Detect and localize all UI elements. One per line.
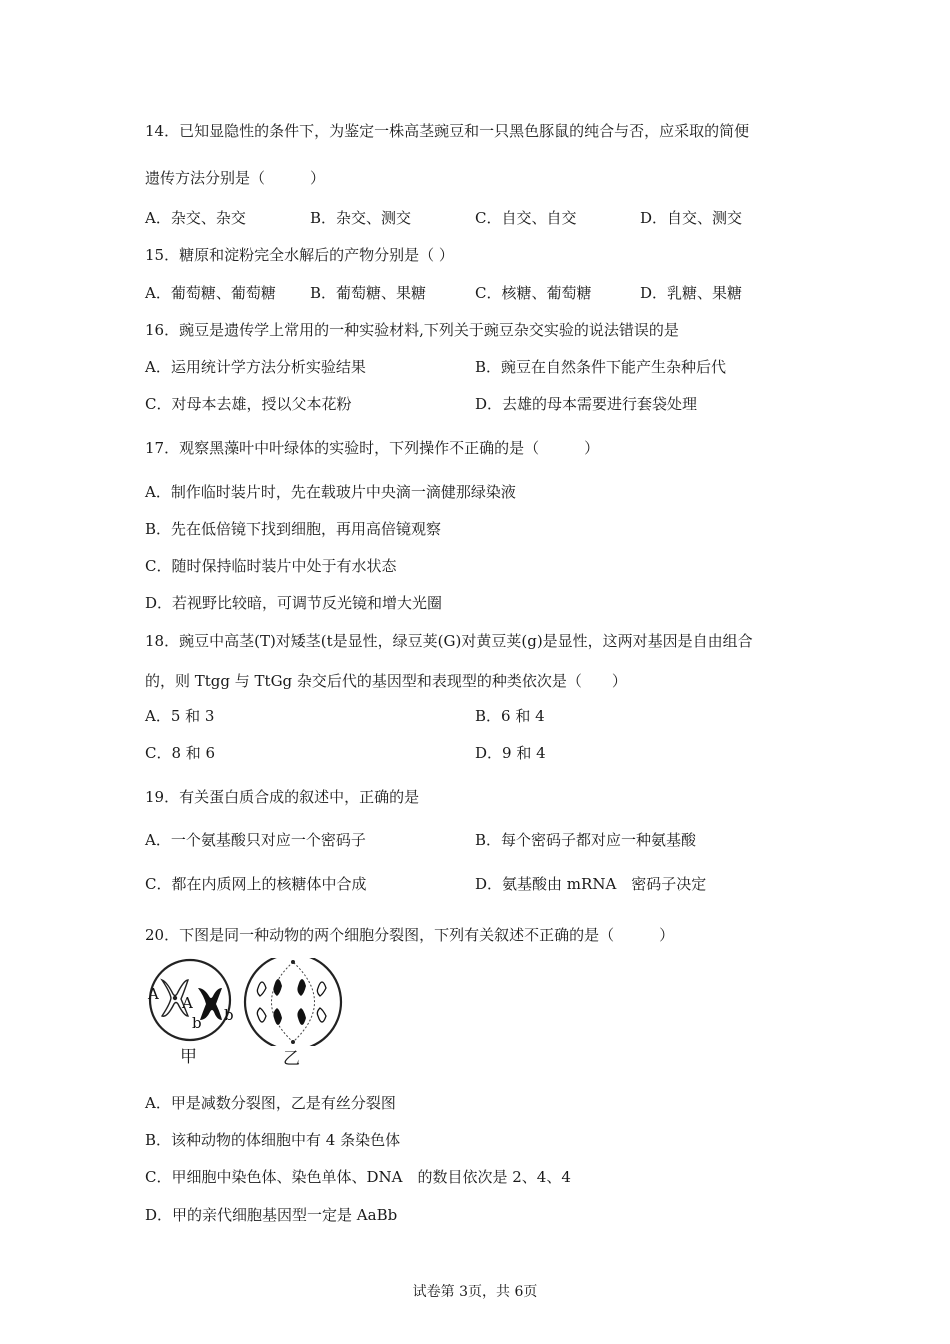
figure-label-jia: 甲 bbox=[180, 1047, 197, 1067]
label-A-left: A bbox=[148, 985, 159, 1003]
q20-option-c: C．甲细胞中染色体、染色单体、DNA 的数目依次是 2、4、4 bbox=[145, 1168, 571, 1186]
q14-stem-line2: 遗传方法分别是（ ） bbox=[145, 169, 326, 187]
q18-option-c: C．8 和 6 bbox=[145, 744, 216, 762]
cell-division-figure bbox=[140, 958, 360, 1069]
q18-option-d: D．9 和 4 bbox=[475, 744, 546, 762]
q17-option-b: B．先在低倍镜下找到细胞，再用高倍镜观察 bbox=[145, 520, 442, 538]
q16-option-d: D．去雄的母本需要进行套袋处理 bbox=[475, 395, 698, 413]
label-b-right: b bbox=[224, 1006, 234, 1024]
q16-stem: 16．豌豆是遗传学上常用的一种实验材料,下列关于豌豆杂交实验的说法错误的是 bbox=[145, 321, 679, 339]
spindle bbox=[272, 962, 315, 1042]
figure-label-yi: 乙 bbox=[283, 1049, 300, 1069]
q17-option-c: C．随时保持临时装片中处于有水状态 bbox=[145, 557, 397, 575]
centromere-dot bbox=[173, 996, 177, 1000]
q14-option-d: D．自交、测交 bbox=[640, 209, 743, 227]
q14-stem-line1: 14．已知显隐性的条件下，为鉴定一株高茎豌豆和一只黑色豚鼠的纯合与否，应采取的简便 bbox=[145, 122, 750, 140]
label-A-center: A bbox=[182, 994, 193, 1012]
q19-option-d: D．氨基酸由 mRNA 密码子决定 bbox=[475, 875, 707, 893]
cell-division-svg bbox=[140, 958, 360, 1046]
q15-stem: 15．糖原和淀粉完全水解后的产物分别是（ ） bbox=[145, 246, 454, 264]
q17-option-d: D．若视野比较暗，可调节反光镜和增大光圈 bbox=[145, 594, 443, 612]
q14-option-b: B．杂交、测交 bbox=[310, 209, 412, 227]
cell-yi-outline bbox=[245, 958, 341, 1046]
q20-option-b: B．该种动物的体细胞中有 4 条染色体 bbox=[145, 1131, 401, 1149]
q14-option-a: A．杂交、杂交 bbox=[145, 209, 246, 227]
q16-option-b: B．豌豆在自然条件下能产生杂种后代 bbox=[475, 358, 727, 376]
q17-stem: 17．观察黑藻叶中叶绿体的实验时，下列操作不正确的是（ ） bbox=[145, 439, 600, 457]
page-footer: 试卷第 3页，共 6页 bbox=[412, 1284, 538, 1300]
label-b-left: b bbox=[192, 1014, 202, 1032]
q18-option-b: B．6 和 4 bbox=[475, 707, 545, 725]
q20-stem: 20．下图是同一种动物的两个细胞分裂图，下列有关叙述不正确的是（ ） bbox=[145, 926, 675, 944]
q16-option-c: C．对母本去雄，授以父本花粉 bbox=[145, 395, 352, 413]
q15-option-d: D．乳糖、果糖 bbox=[640, 284, 743, 302]
chromosomes-upper bbox=[257, 979, 326, 996]
q16-option-a: A．运用统计学方法分析实验结果 bbox=[145, 358, 366, 376]
q19-option-c: C．都在内质网上的核糖体中合成 bbox=[145, 875, 367, 893]
q15-option-b: B．葡萄糖、果糖 bbox=[310, 284, 427, 302]
pole-top bbox=[291, 960, 295, 964]
q19-option-a: A．一个氨基酸只对应一个密码子 bbox=[145, 831, 366, 849]
q19-stem: 19．有关蛋白质合成的叙述中，正确的是 bbox=[145, 788, 420, 806]
q14-option-c: C．自交、自交 bbox=[475, 209, 577, 227]
q19-option-b: B．每个密码子都对应一种氨基酸 bbox=[475, 831, 697, 849]
q18-stem-line1: 18．豌豆中高茎(T)对矮茎(t是显性，绿豆荚(G)对黄豆荚(g)是显性，这两对基因是自由组合 bbox=[145, 632, 753, 650]
q20-option-a: A．甲是减数分裂图，乙是有丝分裂图 bbox=[145, 1094, 396, 1112]
q20-option-d: D．甲的亲代细胞基因型一定是 AaBb bbox=[145, 1206, 398, 1224]
q15-option-c: C．核糖、葡萄糖 bbox=[475, 284, 592, 302]
q15-option-a: A．葡萄糖、葡萄糖 bbox=[145, 284, 276, 302]
q18-stem-line2: 的，则 Ttgg 与 TtGg 杂交后代的基因型和表现型的种类依次是（ ） bbox=[145, 672, 627, 690]
q18-option-a: A．5 和 3 bbox=[145, 707, 215, 725]
q17-option-a: A．制作临时装片时，先在载玻片中央滴一滴健那绿染液 bbox=[145, 483, 516, 501]
chromosomes-lower bbox=[257, 1008, 326, 1025]
